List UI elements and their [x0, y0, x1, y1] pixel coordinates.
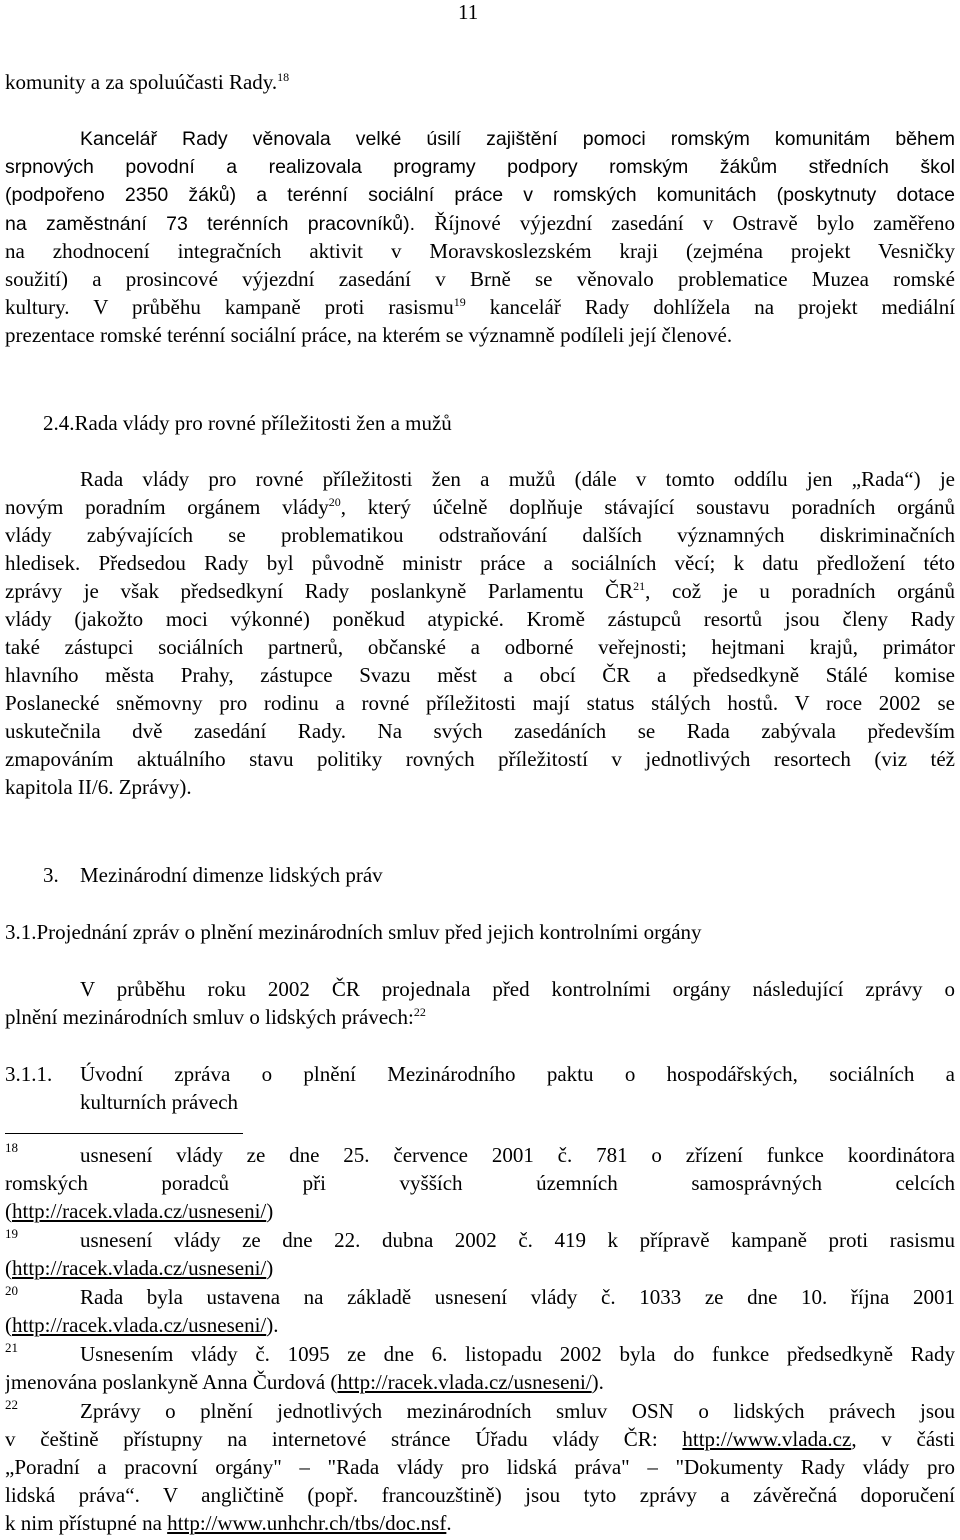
para1-line-7-b: V průběhu kampaně proti rasismu: [93, 295, 454, 319]
footnote-19-paren-open: (: [5, 1256, 12, 1280]
para2-line-4: hledisek. Předsedou Rady byl původně ministr práce a sociálních věcí; k datu předložení této: [5, 551, 955, 575]
section-3-number: 3.: [43, 863, 59, 887]
para1-line-8: prezentace romské terénní sociální práce, na kterém se významně podíleli její členové.: [5, 323, 733, 347]
para2-line-8: hlavního města Prahy, zástupce Svazu měst a obcí ČR a předsedkyně Stálé komise: [5, 663, 955, 687]
footnote-19-paren-close: ): [266, 1256, 274, 1280]
footnote-20-paren-close: ).: [266, 1313, 279, 1337]
footnote-22-line-5: [5, 1509, 955, 1537]
section-3-1-1-title-line-1: Úvodní zpráva o plnění Mezinárodního paktu o hospodářských, sociálních a: [80, 1062, 955, 1086]
footnote-22-text-b: , v části: [851, 1427, 955, 1451]
footnote-separator: [5, 1133, 243, 1134]
para1-line-3: (podpořeno 2350 žáků) a terénní sociální práce v romských komunitách (poskytnuty dotace: [5, 184, 955, 206]
footnote-22-link-unhchr[interactable]: http://www.unhchr.ch/tbs/doc.nsf: [167, 1511, 447, 1535]
para2-line-5-a: zprávy je však předsedkyní Rady poslankyně Parlamentu ČR: [5, 579, 634, 603]
para1-line-7-c: kancelář Rady dohlížela na projekt mediální: [489, 295, 955, 319]
para1-line-2: srpnových povodní a realizovala programy podpory romským žákům středních škol: [5, 156, 955, 178]
footnote-22-period: .: [446, 1511, 452, 1535]
footnote-ref-20[interactable]: 20: [328, 495, 341, 509]
footnote-20-line-1: Rada byla ustavena na základě usnesení vlády č. 1033 ze dne 10. října 2001: [80, 1285, 955, 1309]
footnote-22-line-1: Zprávy o plnění jednotlivých mezinárodních smluv OSN o lidských právech jsou: [80, 1399, 955, 1423]
para1-line-7-a: kultury.: [5, 295, 70, 319]
footnote-18-link[interactable]: http://racek.vlada.cz/usneseni/: [12, 1199, 267, 1223]
para2-line-5-b: , což je u poradních orgánů: [645, 579, 955, 603]
section-3-title: Mezinárodní dimenze lidských práv: [80, 863, 383, 887]
footnote-22-mark: 22: [5, 1397, 18, 1412]
para1-line-6: soužití) a prosincové výjezdní zasedání v Brně se věnovalo problematice Muzea romské: [5, 267, 955, 291]
para1-line-5: na zhodnocení integračních aktivit v Moravskoslezském kraji (zejména projekt Vesničky: [5, 239, 955, 263]
para2-line-11: zmapováním aktuálního stavu politiky rovných příležitostí v jednotlivých resortech (viz též: [5, 747, 955, 771]
section-2-4-number: 2.4.: [43, 411, 75, 435]
para2-line-2-a: novým poradním orgánem vlády: [5, 495, 329, 519]
footnote-22-text-c: k nim přístupné na: [5, 1511, 168, 1535]
section-3-1-1-title-line-2: kulturních právech: [80, 1090, 239, 1114]
footnote-21-link[interactable]: http://racek.vlada.cz/usneseni/: [337, 1370, 592, 1394]
footnote-21-line-2: [5, 1368, 955, 1396]
footnote-19-line-2: [5, 1254, 955, 1282]
footnote-18-line-1: usnesení vlády ze dne 25. července 2001 č. 781 o zřízení funkce koordinátora: [80, 1143, 955, 1167]
para1-line-4-sans: na zaměstnání 73 terénních pracovníků).: [5, 213, 416, 235]
section-2-4-title: Rada vlády pro rovné příležitosti žen a mužů: [74, 411, 452, 435]
footnote-18-mark: 18: [5, 1140, 18, 1155]
footnote-18-paren-close: ): [266, 1199, 274, 1223]
para1-line-1: Kancelář Rady věnovala velké úsilí zajištění pomoci romským komunitám během: [80, 128, 955, 150]
para3-line-2-text: plnění mezinárodních smluv o lidských právech:: [5, 1005, 414, 1029]
para1-line-4-rest: Říjnové výjezdní zasedání v Ostravě bylo zaměřeno: [434, 211, 955, 235]
para2-line-1: Rada vlády pro rovné příležitosti žen a mužů (dále v tomto oddílu jen „Rada“) je: [80, 467, 955, 491]
para2-line-7: také zástupci sociálních partnerů, občanské a odborné veřejnosti; hejtmani krajů, primátor: [5, 635, 955, 659]
footnote-ref-22[interactable]: 22: [413, 1005, 426, 1019]
para2-line-12: kapitola II/6. Zprávy).: [5, 775, 192, 799]
para2-line-3: vlády zabývajících se problematikou odstraňování dalších významných diskriminačních: [5, 523, 955, 547]
footnote-19-mark: 19: [5, 1226, 18, 1241]
footnote-20-link[interactable]: http://racek.vlada.cz/usneseni/: [12, 1313, 267, 1337]
section-3-1-1-number: 3.1.1.: [5, 1062, 53, 1086]
para2-line-2: [5, 493, 955, 521]
section-2-4-heading: [43, 409, 452, 437]
footnote-22-line-4: lidská práva“. V angličtině (popř. francouzštině) jsou tyto zprávy a závěrečná doporučení: [5, 1483, 955, 1507]
para3-line-2: [5, 1003, 955, 1031]
footnote-18-line-2: romských poradců při vyšších územních samosprávných celcích: [5, 1171, 955, 1195]
footnote-22-line-3: „Poradní a pracovní orgány" – "Rada vlády pro lidská práva" – "Dokumenty Rady vlády pro: [5, 1455, 955, 1479]
opening-line: [5, 68, 955, 96]
footnote-21-mark: 21: [5, 1340, 18, 1355]
page-number: 11: [458, 0, 479, 24]
opening-text: komunity a za spoluúčasti Rady.: [5, 70, 278, 94]
footnote-20-paren-open: (: [5, 1313, 12, 1337]
footnote-ref-21[interactable]: 21: [633, 579, 646, 593]
footnote-20-line-2: [5, 1311, 955, 1339]
para2-line-10: uskutečnila dvě zasedání Rady. Na svých zasedáních se Rada zabývala především: [5, 719, 955, 743]
footnote-21-line-1: Usnesením vlády č. 1095 ze dne 6. listopadu 2002 byla do funkce předsedkyně Rady: [80, 1342, 955, 1366]
footnote-19-line-1: usnesení vlády ze dne 22. dubna 2002 č. 419 k přípravě kampaně proti rasismu: [80, 1228, 955, 1252]
para2-line-9: Poslanecké sněmovny pro rodinu a rovné příležitosti mají status stálých hostů. V roce 2002 se: [5, 691, 955, 715]
para2-line-2-b: , který účelně doplňuje stávající soustavu poradních orgánů: [340, 495, 955, 519]
footnote-22-line-2: [5, 1425, 955, 1453]
footnote-22-text-a: v češtině přístupny na internetové stránce Úřadu vlády ČR:: [5, 1427, 683, 1451]
section-3-1-number: 3.1.: [5, 920, 37, 944]
section-3-1-heading: [5, 918, 702, 946]
para1-line-7: [5, 293, 955, 321]
para2-line-6: vlády (jakožto moci výkonné) poněkud atypické. Kromě zástupců resortů jsou členy Rady: [5, 607, 955, 631]
footnote-18-paren-open: (: [5, 1199, 12, 1223]
footnote-20-mark: 20: [5, 1283, 18, 1298]
footnote-18-line-3: [5, 1197, 955, 1225]
footnote-21-paren-close: ).: [591, 1370, 604, 1394]
footnote-19-link[interactable]: http://racek.vlada.cz/usneseni/: [12, 1256, 267, 1280]
footnote-21-text: jmenována poslankyně Anna Čurdová (: [5, 1370, 338, 1394]
para3-line-1: V průběhu roku 2002 ČR projednala před kontrolními orgány následující zprávy o: [80, 977, 955, 1001]
para2-line-5: [5, 577, 955, 605]
section-3-1-title: Projednání zpráv o plnění mezinárodních smluv před jejich kontrolními orgány: [36, 920, 702, 944]
footnote-ref-18[interactable]: 18: [277, 70, 290, 84]
footnote-22-link-vlada[interactable]: http://www.vlada.cz: [682, 1427, 852, 1451]
para1-line-4: [5, 209, 955, 237]
footnote-ref-19[interactable]: 19: [453, 295, 466, 309]
